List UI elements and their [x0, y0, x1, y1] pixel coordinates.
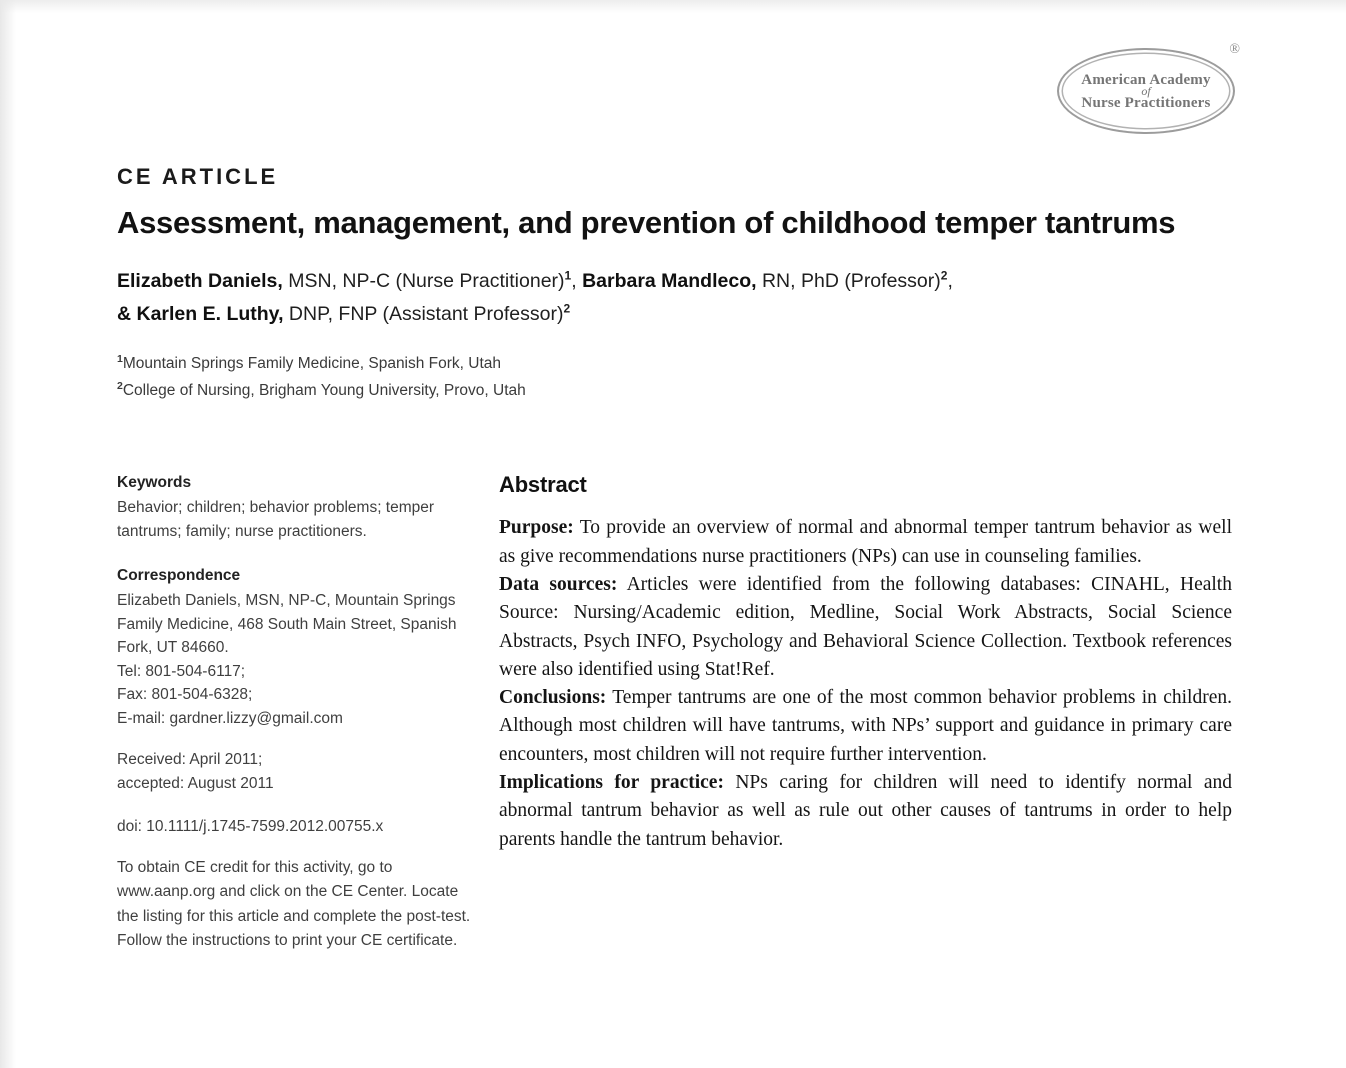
correspondence-block	[117, 565, 473, 730]
correspondence-tel: Tel: 801-504-6117;	[117, 662, 246, 680]
dates-block	[117, 748, 473, 795]
keywords-block	[117, 472, 473, 544]
abstract-section: Conclusions: Temper tantrums are one of the most common behavior problems in children. Although most children will have tantrums, with NPs’ support and guidance in primary care encounters, most children will not require further intervention.	[499, 687, 1232, 765]
doi: doi: 10.1111/j.1745-7599.2012.00755.x	[117, 818, 384, 836]
abstract-column	[499, 472, 1232, 954]
article-title: Assessment, management, and prevention of childhood temper tantrums	[117, 205, 1176, 240]
correspondence-fax: Fax: 801-504-6328;	[117, 686, 253, 704]
affiliations	[117, 348, 1232, 402]
logo-text-line2: of	[1141, 83, 1151, 98]
abstract-heading: Abstract	[499, 472, 587, 498]
author: & Karlen E. Luthy, DNP, FNP (Assistant Professor)$^2$	[117, 301, 571, 325]
author: Elizabeth Daniels, MSN, NP-C (Nurse Practitioner)$^1$,	[117, 268, 583, 292]
aanp-logo	[1057, 42, 1240, 134]
correspondence-heading: Correspondence	[117, 567, 241, 585]
logo-text-line1: American Academy	[1081, 71, 1211, 88]
keywords-text: Behavior; children; behavior problems; temper tantrums; family; nurse practitioners.	[117, 499, 435, 541]
author-byline	[117, 261, 1232, 328]
accepted-date: accepted: August 2011	[117, 774, 274, 792]
correspondence-address: Elizabeth Daniels, MSN, NP-C, Mountain Springs Family Medicine, 468 South Main Street, Spanish Fork, UT 84660.	[117, 592, 457, 657]
registered-trademark-icon: ®	[1229, 42, 1240, 57]
metadata-sidebar	[117, 472, 473, 954]
keywords-heading: Keywords	[117, 474, 192, 492]
ce-credit-note: To obtain CE credit for this activity, go to www.aanp.org and click on the CE Center. Locate the listing for this article and complete the post-test. Follow the instructions to print your CE certificate.	[117, 858, 471, 950]
article-columns	[117, 472, 1232, 954]
affiliation: $^2$College of Nursing, Brigham Young University, Provo, Utah	[117, 380, 526, 400]
author: Barbara Mandleco, RN, PhD (Professor)$^2$,	[582, 268, 953, 292]
abstract-section: Data sources: Articles were identified from the following databases: CINAHL, Health Source: Nursing/Academic edition, Medline, Social Work Abstracts, Social Science Abstracts, Psych INFO, Psychology and Behavioral Science Collection. Textbook references were also identified using Stat!Ref.	[499, 573, 1232, 680]
correspondence-email: E-mail: gardner.lizzy@gmail.com	[117, 709, 343, 727]
article-kicker: CE ARTICLE	[117, 164, 279, 189]
logo-text-line3: Nurse Practitioners	[1081, 94, 1211, 111]
logo-oval	[1057, 48, 1235, 134]
abstract-section: Implications for practice: NPs caring for children will need to identify normal and abnormal tantrum behavior as well as rule out other causes of tantrums in order to help parents handle the tantrum behavior.	[499, 771, 1233, 850]
received-date: Received: April 2011;	[117, 751, 263, 769]
abstract-body	[499, 514, 1232, 854]
abstract-section: Purpose: To provide an overview of normal and abnormal temper tantrum behavior as well as give recommendations nurse practitioners (NPs) can use in counseling families.	[499, 517, 1232, 567]
affiliation: $^1$Mountain Springs Family Medicine, Spanish Fork, Utah	[117, 353, 502, 373]
